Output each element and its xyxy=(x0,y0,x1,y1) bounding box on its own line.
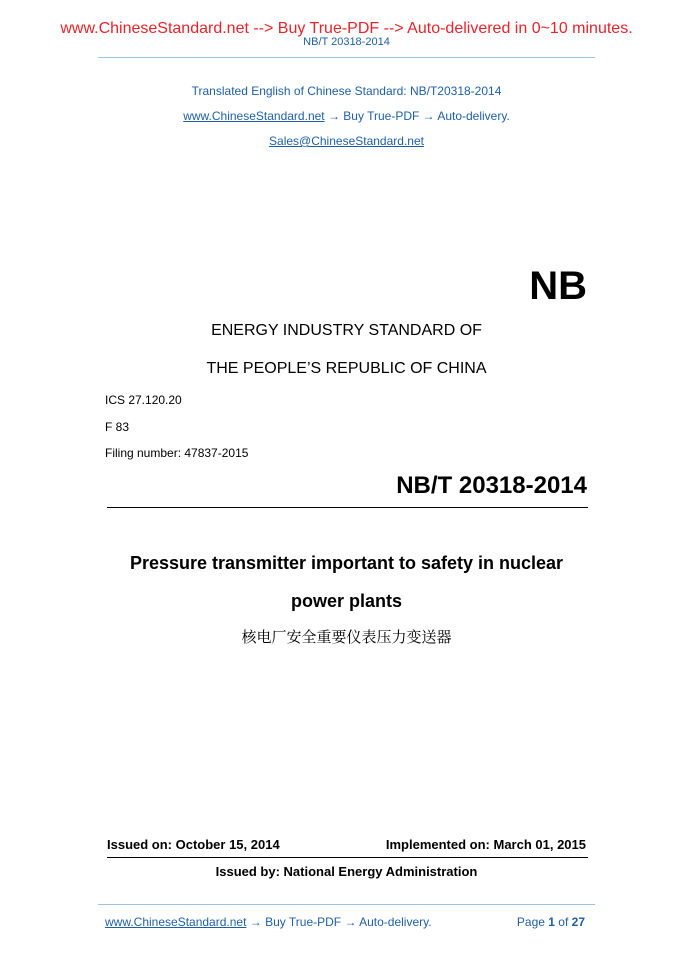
translation-note: Translated English of Chinese Standard: NB/T20318-2014 xyxy=(191,84,502,98)
issued-by: Issued by: National Energy Administration xyxy=(215,864,478,879)
title-line1: Pressure transmitter important to safety in nuclear xyxy=(129,553,564,573)
implemented-on: Implemented on: March 01, 2015 xyxy=(385,837,586,852)
footer-divider xyxy=(98,904,595,905)
filing-number: Filing number: 47837-2015 xyxy=(105,446,249,460)
footer-site-suffix: → Buy True-PDF → Auto-delivery. xyxy=(246,915,432,929)
page-number: 1 xyxy=(548,915,555,929)
email-row xyxy=(0,134,693,148)
footer-links xyxy=(105,915,432,929)
footer-site-link[interactable]: www.ChineseStandard.net xyxy=(105,915,247,929)
issued-on: Issued on: October 15, 2014 xyxy=(107,837,280,852)
title-divider xyxy=(107,507,588,508)
page-of-label: of xyxy=(554,915,572,929)
top-banner[interactable]: www.ChineseStandard.net --> Buy True-PDF --> Auto-delivered in 0~10 minutes. xyxy=(60,20,633,37)
header-standard-code: NB/T 20318-2014 xyxy=(303,36,390,48)
classification-code: F 83 xyxy=(105,420,130,434)
title-line2: power plants xyxy=(290,591,402,611)
page-total: 27 xyxy=(571,915,585,929)
title-chinese: 核电厂安全重要仪表压力变送器 xyxy=(241,628,452,646)
page-label: Page xyxy=(516,915,549,929)
ics-code: ICS 27.120.20 xyxy=(105,393,182,407)
standard-mark: NB xyxy=(529,264,587,308)
sales-email-link[interactable]: Sales@ChineseStandard.net xyxy=(269,134,424,148)
standard-type-line1: ENERGY INDUSTRY STANDARD OF xyxy=(211,322,482,339)
standard-number: NB/T 20318-2014 xyxy=(396,472,587,499)
dates-divider xyxy=(107,857,588,858)
standard-type-line2: THE PEOPLE’S REPUBLIC OF CHINA xyxy=(206,360,487,377)
page-indicator xyxy=(517,915,585,929)
header-divider xyxy=(98,57,595,58)
translation-links xyxy=(0,109,693,123)
site-link[interactable]: www.ChineseStandard.net xyxy=(183,109,325,123)
site-link-suffix: → Buy True-PDF → Auto-delivery. xyxy=(324,109,510,123)
